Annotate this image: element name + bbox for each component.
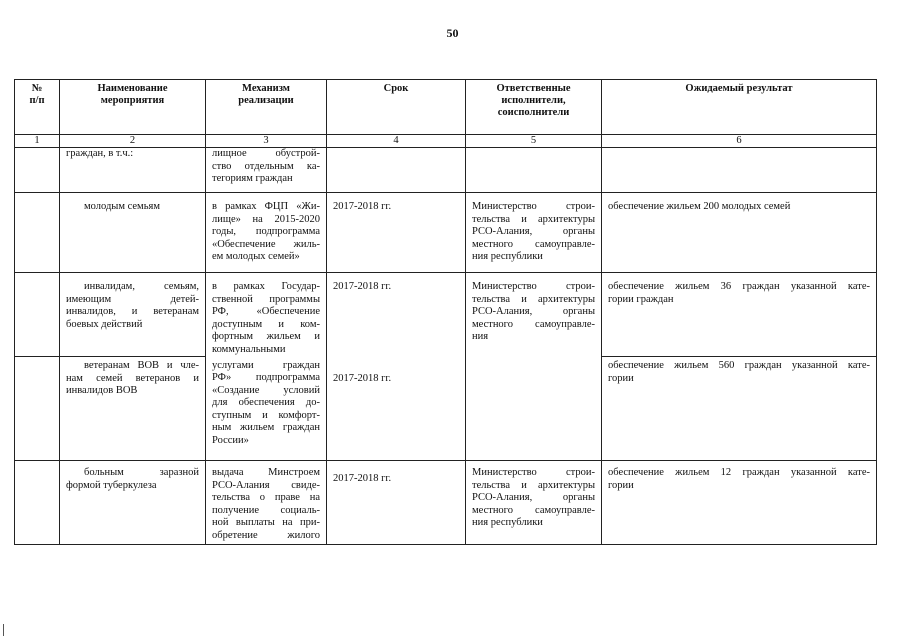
column-number: 6 — [602, 135, 877, 148]
cell-executors — [466, 357, 602, 461]
cell-mechanism: выдача Минстроем РСО-Алания свиде- тельства о праве на получение социаль- ной выплаты на при- обретение жилого — [206, 461, 327, 545]
cell-number — [15, 357, 60, 461]
cell-number — [15, 193, 60, 273]
header-executors: Ответственные исполнители, соисполнители — [466, 80, 602, 135]
cell-expected-result: обеспечение жильем 36 граждан указанной кате- гории граждан — [602, 273, 877, 357]
cell-expected-result: обеспечение жильем 12 граждан указанной кате- гории — [602, 461, 877, 545]
cell-term: 2017-2018 гг. — [327, 357, 466, 461]
cell-executors: Министерство строи- тельства и архитектуры РСО-Алания, органы местного самоуправле- ния республики — [466, 461, 602, 545]
cell-term: 2017-2018 гг. — [327, 461, 466, 545]
cell-term: 2017-2018 гг. — [327, 193, 466, 273]
header-expected-result: Ожидаемый результат — [602, 80, 877, 135]
header-mechanism: Механизм реализации — [206, 80, 327, 135]
cell-number — [15, 273, 60, 357]
page-number: 50 — [446, 26, 459, 40]
table-row — [15, 461, 877, 545]
cell-expected-result — [602, 148, 877, 193]
cell-measure-name: молодым семьям — [60, 193, 206, 273]
cell-executors: Министерство строи- тельства и архитектуры РСО-Алания, органы местного самоуправле- ния — [466, 273, 602, 357]
cell-term — [327, 148, 466, 193]
column-number: 1 — [15, 135, 60, 148]
header-measure-name: Наименование мероприятия — [60, 80, 206, 135]
cell-expected-result: обеспечение жильем 200 молодых семей — [602, 193, 877, 273]
table-header-row — [15, 80, 877, 135]
cell-number — [15, 148, 60, 193]
column-number: 5 — [466, 135, 602, 148]
cell-measure-name: инвалидам, семьям, имеющим детей- инвалидов, и ветеранам боевых действий — [60, 273, 206, 357]
cell-measure-name: граждан, в т.ч.: — [60, 148, 206, 193]
cell-mechanism: в рамках ФЦП «Жи- лище» на 2015-2020 годы, подпрограмма «Обеспечение жиль- ем молодых семей» — [206, 193, 327, 273]
cell-executors: Министерство строи- тельства и архитектуры РСО-Алания, органы местного самоуправле- ния республики — [466, 193, 602, 273]
table-row — [15, 357, 877, 461]
header-number: № п/п — [15, 80, 60, 135]
column-number: 4 — [327, 135, 466, 148]
column-number: 3 — [206, 135, 327, 148]
cell-term: 2017-2018 гг. — [327, 273, 466, 357]
cell-measure-name: ветеранам ВОВ и чле- нам семей ветеранов и инвалидов ВОВ — [60, 357, 206, 461]
column-number-row — [15, 135, 877, 148]
header-term: Срок — [327, 80, 466, 135]
cell-mechanism: в рамках Государ- ственной программы РФ, «Обеспечение доступным и ком- фортным жильем и коммунальными — [206, 273, 327, 357]
column-number: 2 — [60, 135, 206, 148]
cell-expected-result: обеспечение жильем 560 граждан указанной кате- гории — [602, 357, 877, 461]
cell-mechanism: услугами граждан РФ» подпрограмма «Создание условий для обеспечения до- ступным и комфорт- ным жильем граждан России» — [206, 357, 327, 461]
table-row — [15, 148, 877, 193]
cell-executors — [466, 148, 602, 193]
table-row — [15, 193, 877, 273]
cell-number — [15, 461, 60, 545]
cell-measure-name: больным заразной формой туберкулеза — [60, 461, 206, 545]
cell-mechanism: лищное обустрой- ство отдельным ка- тегориям граждан — [206, 148, 327, 193]
measures-table — [14, 79, 877, 545]
table-row — [15, 273, 877, 357]
scan-edge-mark — [3, 624, 4, 636]
